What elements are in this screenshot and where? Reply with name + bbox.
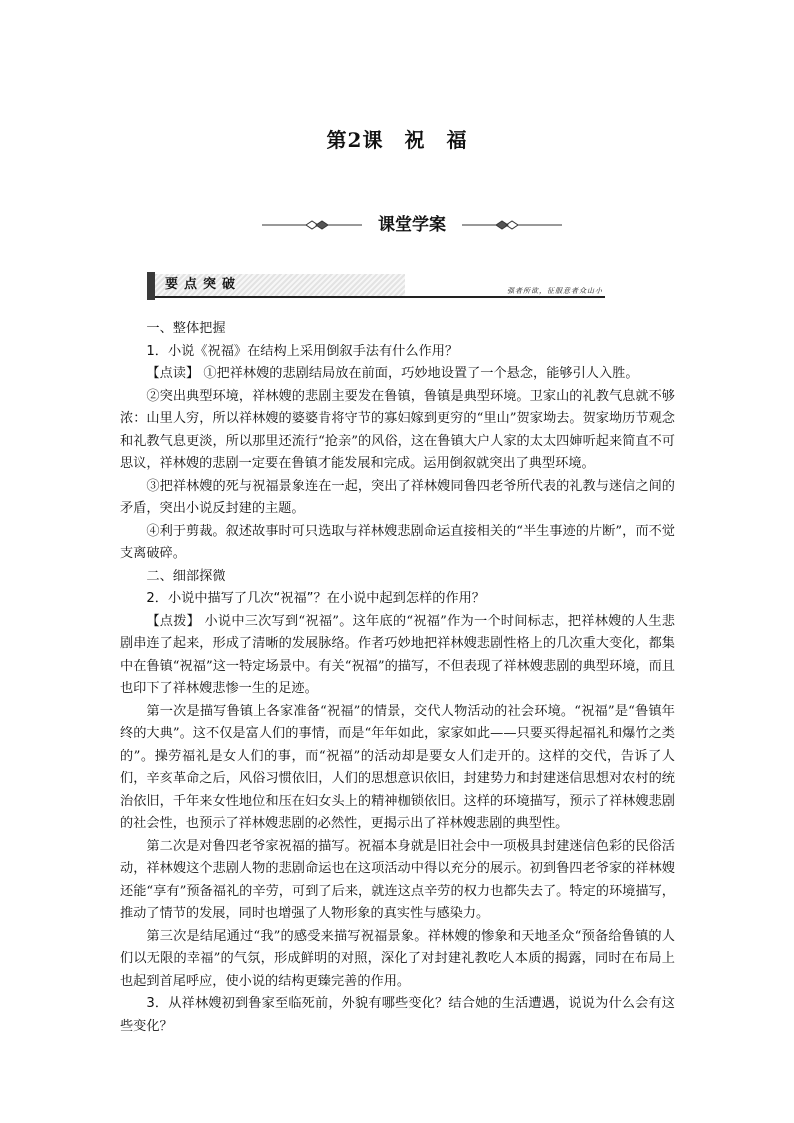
question-3: 3．从祥林嫂初到鲁家至临死前，外貌有哪些变化？结合她的生活遭遇，说说为什么会有这些变化？ xyxy=(120,996,675,1034)
answer-2-first: 第一次是描写鲁镇上各家准备“祝福”的情景，交代人物活动的社会环境。“祝福”是“鲁镇年终的大典”。这不仅是富人们的事情，而是“年年如此，家家如此——只要买得起福礼和爆竹之类的”。操劳福礼是女人们的事，而“祝福”的活动却是要女人们走开的。这样的交代，告诉了人们，辛亥革命之后，风俗习惯依旧，人们的思想意识依旧，封建势力和封建迷信思想对农村的统治依旧，千年来女性地位和压在妇女头上的精神枷锁依旧。这样的环境描写，预示了祥林嫂悲剧的社会性，也预示了祥林嫂悲剧的必然性，更揭示出了祥林嫂悲剧的典型性。 xyxy=(120,703,675,831)
question-2: 2．小说中描写了几次“祝福”？在小说中起到怎样的作用？ xyxy=(146,591,485,606)
answer-2-intro: 【点拨】 小说中三次写到“祝福”。这年底的“祝福”作为一个时间标志，把祥林嫂的人生悲剧串连了起来，形成了清晰的发展脉络。作者巧妙地把祥林嫂悲剧性格上的几次重大变化，都集中在鲁镇“祝福”这一特定场景中。有关“祝福”的描写，不但表现了祥林嫂悲剧的典型环境，而且也印下了祥林嫂悲惨一生的足迹。 xyxy=(120,613,675,696)
question-1: 1．小说《祝福》在结构上采用倒叙手法有什么作用？ xyxy=(146,343,459,359)
banner-motto: 强者所欲，征服意者众山小 xyxy=(507,287,603,295)
banner-bar xyxy=(147,272,155,300)
key-points-banner xyxy=(147,272,605,300)
document-body xyxy=(120,318,675,1038)
answer-1-point-1: 【点读】 ①把祥林嫂的悲剧结局放在前面，巧妙地设置了一个悬念，能够引人入胜。 xyxy=(146,366,639,381)
answer-1-point-2: ②突出典型环境，祥林嫂的悲剧主要发在鲁镇，鲁镇是典型环境。卫家山的礼教气息就不够浓：山里人穷，所以祥林嫂的婆婆肯将守节的寡妇嫁到更穷的“里山”贺家坳去。贺家坳历节观念和礼教气息更淡，所以那里还流行“抢亲”的风俗，这在鲁镇大户人家的太太四婶听起来简直不可思议，祥林嫂的悲剧一定要在鲁镇才能发展和完成。运用倒叙就突出了典型环境。 xyxy=(120,388,675,471)
page-title: 第2课 祝 福 xyxy=(326,128,468,152)
answer-1-point-4: ④利于剪裁。叙述故事时可只选取与祥林嫂悲剧命运直接相关的“半生事迹的片断”，而不觉支离破碎。 xyxy=(120,523,675,561)
heading-overall: 一、整体把握 xyxy=(146,321,226,336)
answer-1-point-3: ③把祥林嫂的死与祝福景象连在一起，突出了祥林嫂同鲁四老爷所代表的礼教与迷信之间的矛盾，突出小说反封建的主题。 xyxy=(120,478,675,516)
heading-details: 二、细部探微 xyxy=(146,568,226,584)
banner-title: 要点突破 xyxy=(165,277,242,292)
answer-2-third: 第三次是结尾通过“我”的感受来描写祝福景象。祥林嫂的惨象和天地圣众“预备给鲁镇的人们以无限的幸福”的气氛，形成鲜明的对照，深化了对封建礼教吃人本质的揭露，同时在布局上也起到首尾呼应，使小说的结构更臻完善的作用。 xyxy=(120,928,675,989)
banner-rule xyxy=(155,296,605,298)
section-heading-label: 课堂学案 xyxy=(378,215,446,235)
answer-2-second: 第二次是对鲁四老爷家祝福的描写。祝福本身就是旧社会中一项极具封建迷信色彩的民俗活动，祥林嫂这个悲剧人物的悲剧命运也在这项活动中得以充分的展示。初到鲁四老爷家的祥林嫂还能“享有”预备福礼的辛劳，可到了后来，就连这点辛劳的权力也都失去了。特定的环境描写，推动了情节的发展，同时也增强了人物形象的真实性与感染力。 xyxy=(120,838,675,921)
section-heading xyxy=(262,212,562,238)
